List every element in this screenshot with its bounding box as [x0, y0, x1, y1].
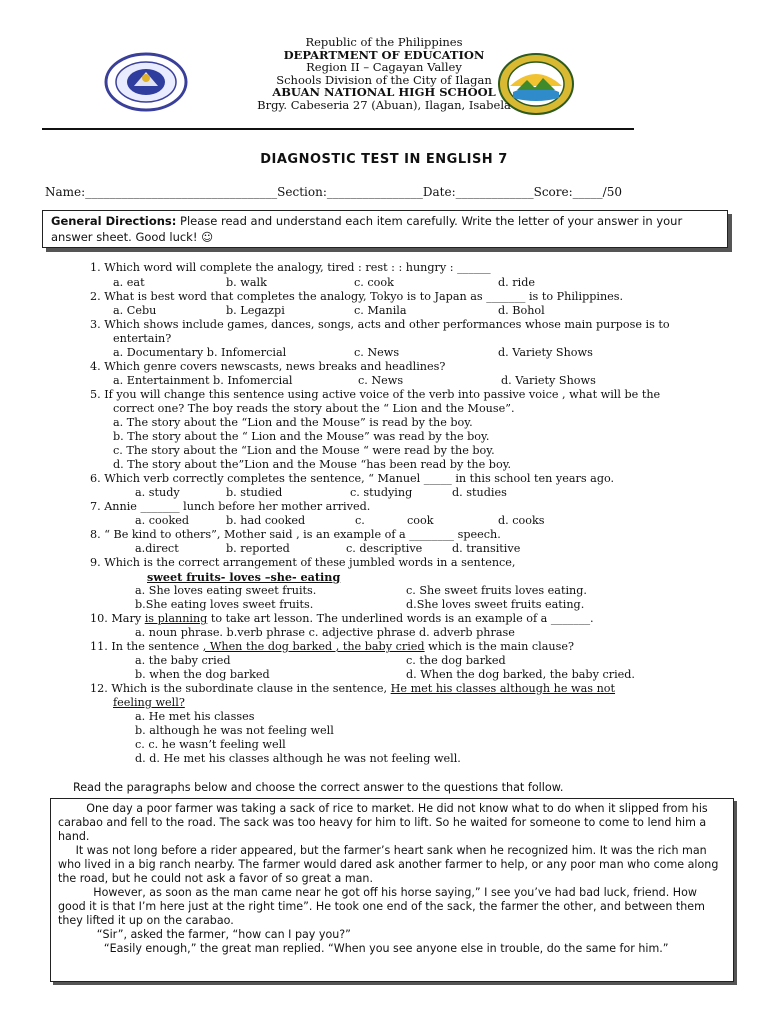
q3-option-c: c. News — [354, 346, 400, 359]
q8-option-c: c. descriptive — [346, 542, 423, 555]
q9-option-d: d.She loves sweet fruits eating. — [406, 598, 585, 611]
q4-option-c: c. News — [358, 374, 404, 387]
header-department: DEPARTMENT OF EDUCATION — [283, 47, 485, 62]
q11-option-d: d. When the dog barked, the baby cried. — [406, 668, 635, 681]
question-1: 1. Which word will complete the analogy, tired : rest : : hungry : ______ — [90, 261, 491, 274]
page-title: DIAGNOSTIC TEST IN ENGLISH 7 — [260, 152, 508, 167]
q1-option-c: c. cook — [354, 276, 394, 289]
header-region: Region II – Cagayan Valley — [306, 60, 462, 74]
q11-underlined: , When the dog barked , the baby cried — [202, 640, 425, 653]
q12-pre: 12. Which is the subordinate clause in the sentence, — [90, 682, 391, 695]
q3-option-ab: a. Documentary b. Infomercial — [113, 346, 287, 359]
q2-option-d: d. Bohol — [498, 304, 545, 317]
q2-option-a: a. Cebu — [113, 304, 157, 317]
q12-option-a: a. He met his classes — [135, 710, 255, 723]
q11-option-a: a. the baby cried — [135, 654, 231, 667]
header-division: Schools Division of the City of Ilagan — [276, 72, 492, 87]
q3-option-d: d. Variety Shows — [498, 346, 593, 359]
q5-option-b: b. The story about the “ Lion and the Mouse” was read by the boy. — [113, 430, 490, 443]
q12-underlined-cont: feeling well? — [113, 696, 185, 709]
q9-option-b: b.She eating loves sweet fruits. — [135, 598, 314, 611]
q12-option-c: c. c. he wasn’t feeling well — [135, 738, 286, 751]
q12-option-b: b. although he was not feeling well — [135, 724, 334, 737]
student-info-fields: Name:________________________________Section:________________Date:_____________Score:_____/50 — [45, 185, 622, 199]
q1-option-a: a. eat — [113, 276, 145, 289]
header-school: ABUAN NATIONAL HIGH SCHOOL — [272, 85, 496, 99]
q6-option-b: b. studied — [226, 486, 283, 499]
question-3: 3. Which shows include games, dances, songs, acts and other performances whose main purpose is to — [90, 318, 670, 331]
header-divider — [42, 128, 634, 130]
q8-option-a: a.direct — [135, 542, 179, 555]
q7-option-c: c. — [355, 514, 365, 527]
question-4: 4. Which genre covers newscasts, news breaks and headlines? — [90, 360, 446, 373]
q10-pre: 10. Mary — [90, 612, 145, 625]
header-address: Brgy. Cabeseria 27 (Abuan), Ilagan, Isabela — [257, 97, 511, 112]
q9-option-a: a. She loves eating sweet fruits. — [135, 584, 317, 597]
question-7: 7. Annie _______ lunch before her mother arrived. — [90, 500, 371, 513]
question-5: 5. If you will change this sentence using active voice of the verb into passive voice , what will be the — [90, 388, 661, 401]
q5-option-a: a. The story about the “Lion and the Mouse” is read by the boy. — [113, 416, 473, 429]
question-8: 8. “ Be kind to others”, Mother said , is an example of a ________ speech. — [90, 528, 501, 541]
question-3-cont: entertain? — [113, 332, 172, 345]
general-directions-box — [42, 210, 728, 248]
reading-instructions: Read the paragraphs below and choose the correct answer to the questions that follow. — [73, 781, 564, 794]
directions-text: Please read and understand each item carefully. Write the letter of your answer in your answer sheet. Good luck! ☺ — [51, 214, 683, 244]
q11-option-c: c. the dog barked — [406, 654, 506, 667]
q11-post: which is the main clause? — [424, 640, 574, 653]
q6-option-d: d. studies — [452, 486, 507, 499]
q9-option-c: c. She sweet fruits loves eating. — [406, 584, 587, 597]
q7-option-c-word: cook — [407, 514, 434, 527]
q4-option-ab: a. Entertainment b. Infomercial — [113, 374, 293, 387]
letterhead — [0, 36, 768, 111]
q10-post: to take art lesson. The underlined words is an example of a _______. — [207, 612, 594, 625]
question-2: 2. What is best word that completes the analogy, Tokyo is to Japan as _______ is to Philippines. — [90, 290, 624, 303]
q11-pre: 11. In the sentence — [90, 640, 203, 653]
q8-option-b: b. reported — [226, 542, 290, 555]
q7-option-b: b. had cooked — [226, 514, 306, 527]
question-6: 6. Which verb correctly completes the sentence, “ Manuel _____ in this school ten years ago. — [90, 472, 615, 485]
question-11 — [90, 640, 574, 654]
q6-option-a: a. study — [135, 486, 180, 499]
question-9: 9. Which is the correct arrangement of these jumbled words in a sentence, — [90, 556, 516, 569]
q11-option-b: b. when the dog barked — [135, 668, 270, 681]
q2-option-b: b. Legazpi — [226, 304, 285, 317]
question-10 — [90, 612, 594, 626]
q1-option-b: b. walk — [226, 276, 267, 289]
passage-paragraph-3: However, as soon as the man came near he got off his horse saying,” I see you’ve had bad luck, friend. How good it is that I’m here just at the right time”. He took one end of the sack, the farmer the other, and between them they lifted it up on the carabao. — [58, 886, 709, 927]
q4-option-d: d. Variety Shows — [501, 374, 596, 387]
q9-jumbled-words: sweet fruits- loves –she- eating — [147, 570, 341, 584]
q12-underlined: He met his classes although he was not — [390, 682, 616, 695]
question-12 — [90, 682, 615, 696]
reading-passage-box — [50, 798, 734, 982]
q7-option-a: a. cooked — [135, 514, 190, 527]
directions-label: General Directions: — [51, 214, 177, 228]
passage-paragraph-4: “Sir”, asked the farmer, “how can I pay you?” — [58, 928, 351, 941]
q2-option-c: c. Manila — [354, 304, 407, 317]
header-republic: Republic of the Philippines — [305, 35, 463, 49]
q5-option-d: d. The story about the”Lion and the Mouse “has been read by the boy. — [113, 458, 512, 471]
q8-option-d: d. transitive — [452, 542, 521, 555]
q5-option-c: c. The story about the “Lion and the Mouse “ were read by the boy. — [113, 444, 495, 457]
passage-paragraph-2: It was not long before a rider appeared, but the farmer’s heart sank when he recognized him. It was the rich man who lived in a big ranch nearby. The farmer would dared ask another farmer to help, or any poor man who come along the road, but he could not ask a favor of so great a man. — [58, 844, 722, 885]
question-5-cont: correct one? The boy reads the story about the “ Lion and the Mouse”. — [113, 402, 515, 415]
q6-option-c: c. studying — [350, 486, 413, 499]
q1-option-d: d. ride — [498, 276, 535, 289]
q7-option-d: d. cooks — [498, 514, 545, 527]
q12-option-d: d. d. He met his classes although he was not feeling well. — [135, 752, 461, 765]
q10-options: a. noun phrase. b.verb phrase c. adjective phrase d. adverb phrase — [135, 626, 515, 639]
q10-underlined: is planning — [144, 612, 208, 625]
passage-paragraph-5: “Easily enough,” the great man replied. “When you see anyone else in trouble, do the same for him.” — [58, 942, 669, 955]
passage-paragraph-1: One day a poor farmer was taking a sack of rice to market. He did not know what to do when it slipped from his carabao and fell to the road. The sack was too heavy for him to lift. So he waited for someone to come to lend him a hand. — [58, 802, 712, 843]
